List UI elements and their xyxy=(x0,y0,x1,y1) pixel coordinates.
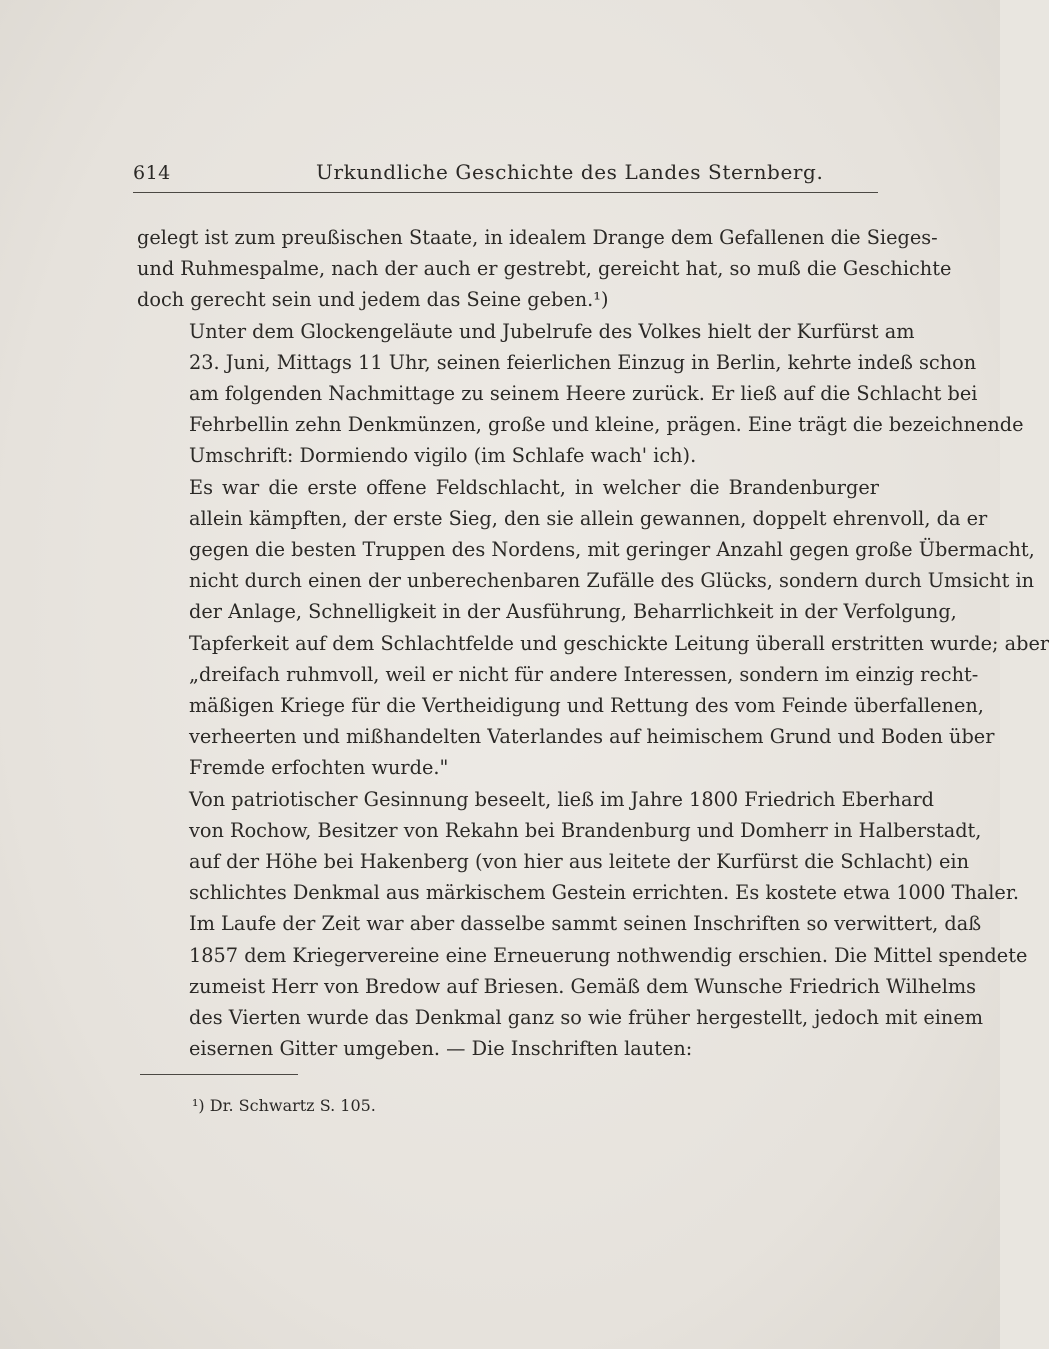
text-line: der Anlage, Schnelligkeit in der Ausführung, Beharrlichkeit in der Verfolgung, xyxy=(189,600,957,624)
text-line: zumeist Herr von Bredow auf Briesen. Gemäß dem Wunsche Friedrich Wilhelms xyxy=(189,974,977,998)
text-line: „dreifach ruhmvoll, weil er nicht für andere Interessen, sondern im einzig recht- xyxy=(189,662,979,686)
text-line: Von patriotischer Gesinnung beseelt, ließ im Jahre 1800 Friedrich Eberhard xyxy=(189,787,935,811)
paragraph-4 xyxy=(137,784,1028,1065)
text-line: auf der Höhe bei Hakenberg (von hier aus leitete der Kurfürst die Schlacht) ein xyxy=(189,850,970,874)
text-line: schlichtes Denkmal aus märkischem Gestein errichten. Es kostete etwa 1000 Thaler. xyxy=(189,881,1020,905)
text-line: gelegt ist zum preußischen Staate, in idealem Drange dem Gefallenen die Sieges- xyxy=(137,226,938,249)
text-line: des Vierten wurde das Denkmal ganz so wie früher hergestellt, jedoch mit einem xyxy=(189,1006,984,1030)
header-rule xyxy=(133,192,878,193)
text-line: am folgenden Nachmittage zu seinem Heere zurück. Er ließ auf die Schlacht bei xyxy=(189,382,978,406)
text-line: gegen die besten Truppen des Nordens, mit geringer Anzahl gegen große Übermacht, xyxy=(189,538,1035,562)
paragraph-3 xyxy=(137,472,1049,784)
footnote-marker: ¹) xyxy=(192,1096,205,1115)
footnote-rule xyxy=(140,1074,298,1075)
text-line: Fehrbellin zehn Denkmünzen, große und kleine, prägen. Eine trägt die bezeichnende xyxy=(189,413,1024,437)
text-line: 1857 dem Kriegervereine eine Erneuerung nothwendig erschien. Die Mittel spendete xyxy=(189,943,1028,967)
text-line: verheerten und mißhandelten Vaterlandes auf heimischem Grund und Boden über xyxy=(189,725,995,749)
text-line: eisernen Gitter umgeben. — Die Inschriften lauten: xyxy=(189,1037,693,1061)
text-line: nicht durch einen der unberechenbaren Zufälle des Glücks, sondern durch Umsicht in xyxy=(189,569,1035,593)
paragraph-1 xyxy=(137,222,952,316)
text-line: allein kämpften, der erste Sieg, den sie allein gewannen, doppelt ehrenvoll, da er xyxy=(189,506,988,530)
text-line: Unter dem Glockengeläute und Jubelrufe des Volkes hielt der Kurfürst am xyxy=(189,319,915,343)
running-title: Urkundliche Geschichte des Landes Sternberg. xyxy=(316,160,824,184)
text-line: Tapferkeit auf dem Schlachtfelde und geschickte Leitung überall erstritten wurde; aber xyxy=(189,631,1049,655)
text-line: Fremde erfochten wurde." xyxy=(189,756,449,780)
text-line: doch gerecht sein und jedem das Seine geben.¹) xyxy=(137,288,609,312)
text-line: 23. Juni, Mittags 11 Uhr, seinen feierlichen Einzug in Berlin, kehrte indeß schon xyxy=(189,350,977,374)
footnote-text: Dr. Schwartz S. 105. xyxy=(209,1096,376,1115)
footnote xyxy=(192,1096,376,1116)
text-line: Im Laufe der Zeit war aber dasselbe sammt seinen Inschriften so verwittert, daß xyxy=(189,912,982,936)
body-text xyxy=(137,222,1049,1064)
text-line: Umschrift: Dormiendo vigilo (im Schlafe wach' ich). xyxy=(189,444,697,468)
page-header xyxy=(133,160,878,194)
text-line: Es war die erste offene Feldschlacht, in welcher die Brandenburger xyxy=(189,475,879,499)
text-line: von Rochow, Besitzer von Rekahn bei Brandenburg und Domherr in Halberstadt, xyxy=(189,818,982,842)
paragraph-2 xyxy=(137,316,1024,472)
text-line: mäßigen Kriege für die Vertheidigung und Rettung des vom Feinde überfallenen, xyxy=(189,694,984,718)
page-number: 614 xyxy=(133,162,171,184)
text-line: und Ruhmespalme, nach der auch er gestrebt, gereicht hat, so muß die Geschichte xyxy=(137,257,952,281)
